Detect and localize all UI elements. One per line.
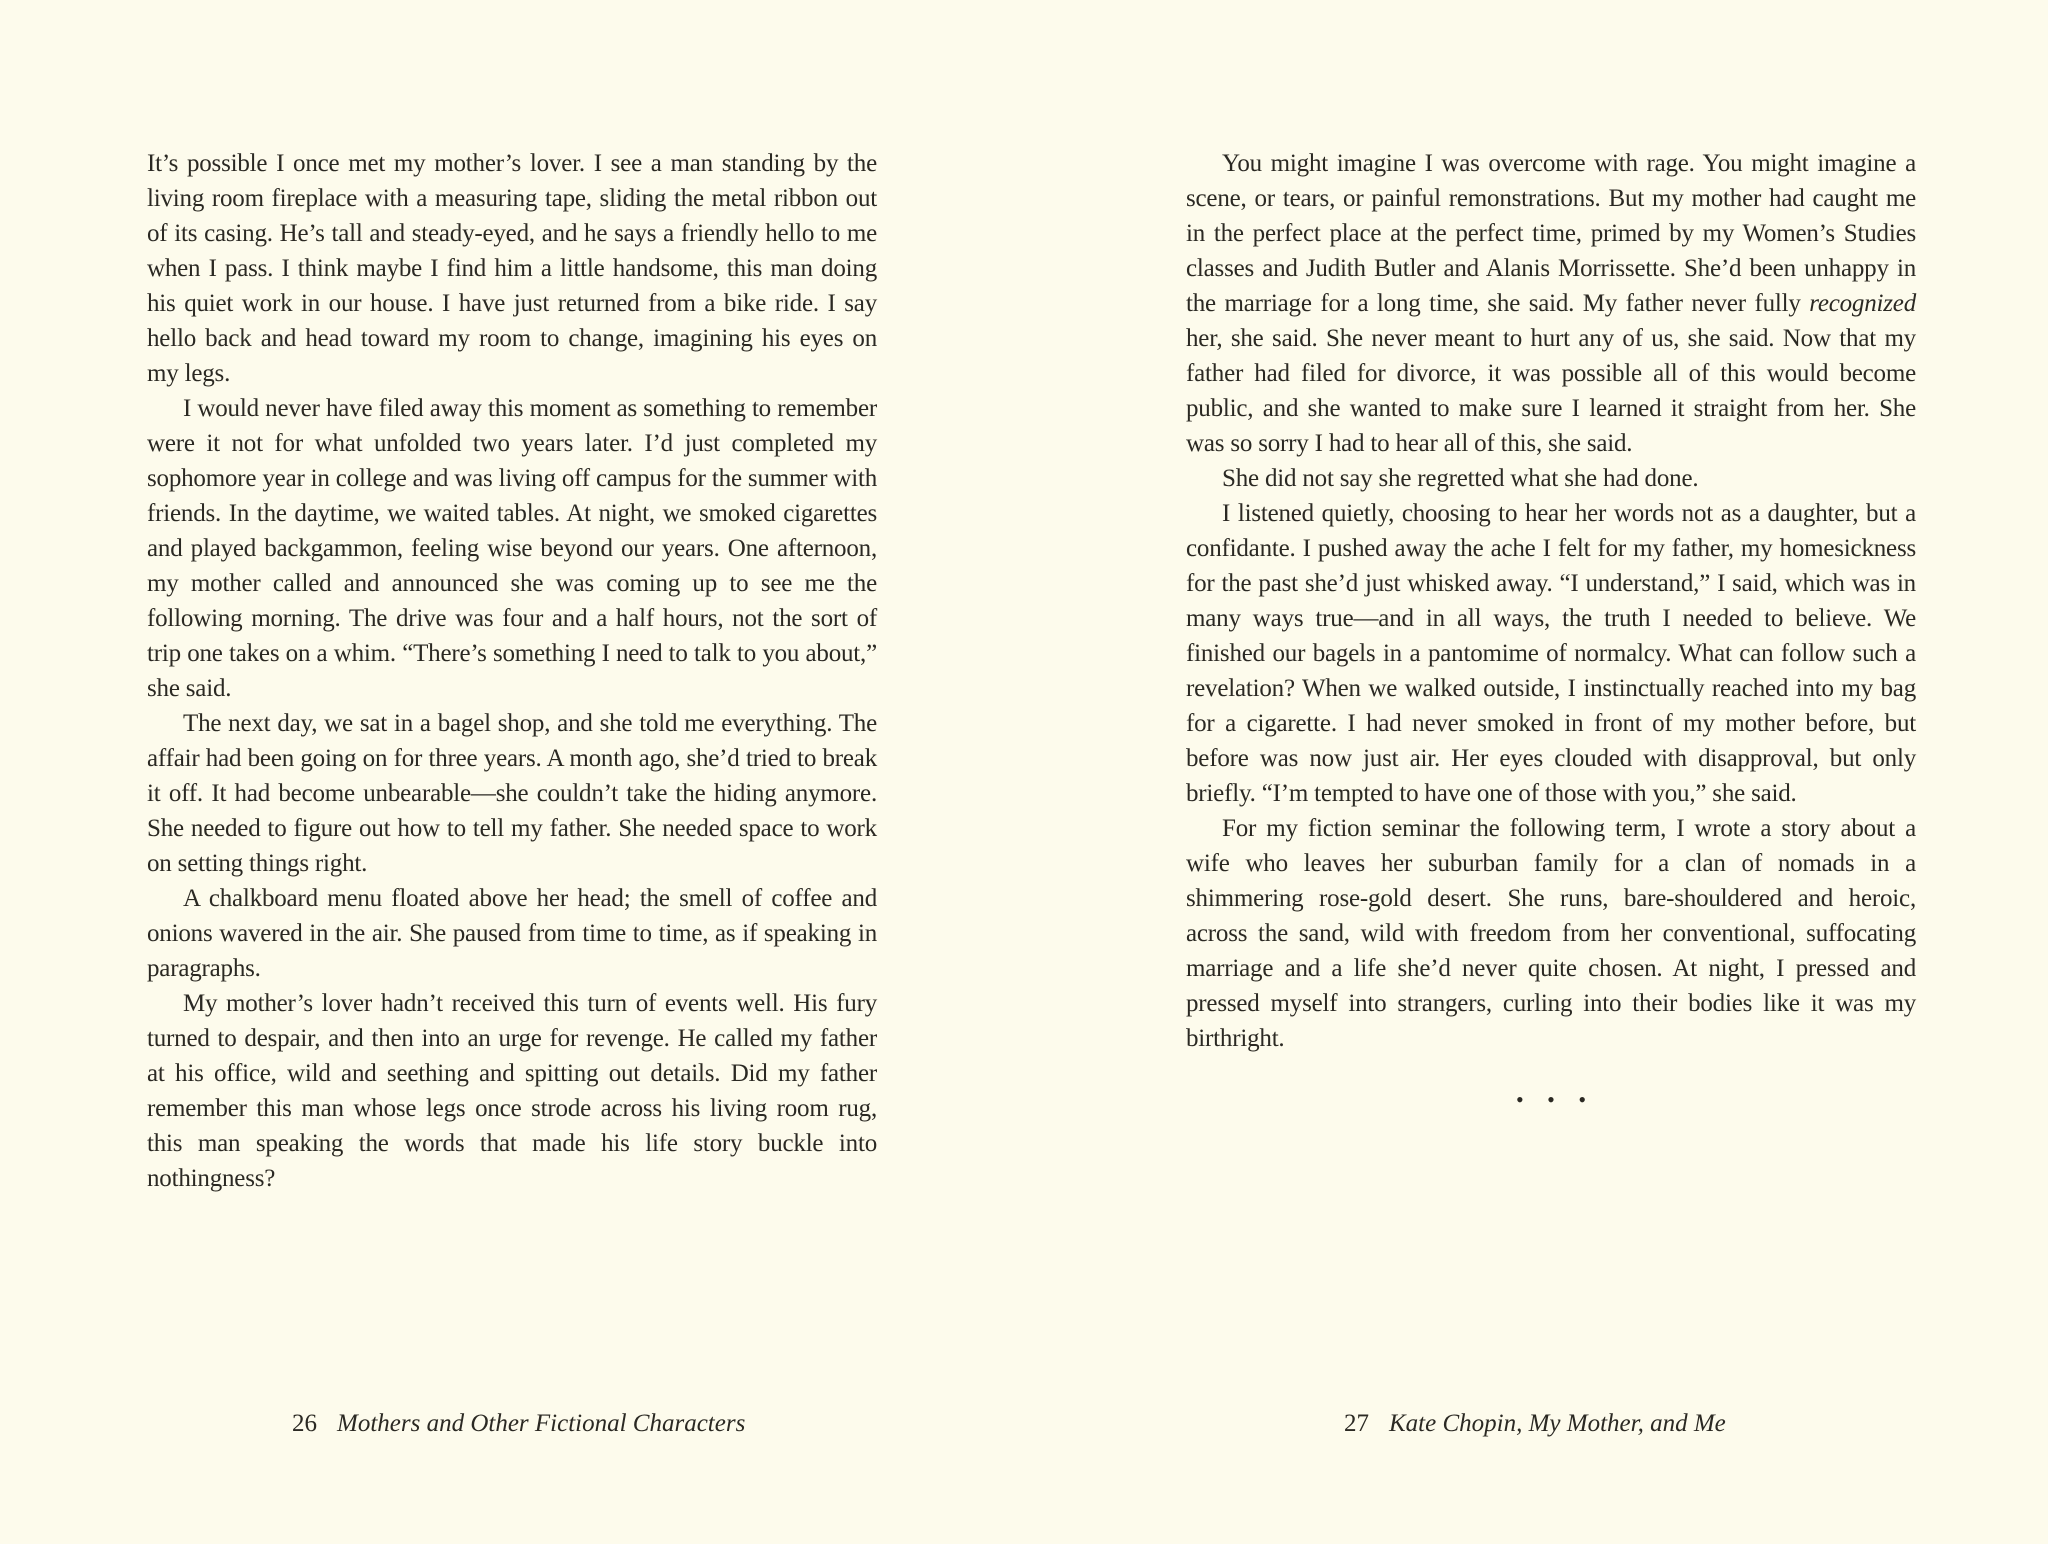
body-paragraph: I would never have filed away this moment as something to remember were it not for what unfolded two years later. I’d just completed my sophomore year in college and was living off campus for the summer with friends. In the daytime, we waited tables. At night, we smoked cigarettes and played backgammon, feeling wise beyond our years. One afternoon, my mother called and announced she was coming up to see me the following morning. The drive was four and a half hours, not the sort of trip one takes on a whim. “There’s something I need to talk to you about,” she said. <box>147 395 877 702</box>
body-paragraph: A chalkboard menu floated above her head; the smell of coffee and onions wavered in the air. She paused from time to time, as if speaking in paragraphs. <box>147 885 877 982</box>
page-right <box>1024 0 2048 1544</box>
page-number: 27 <box>1344 1410 1369 1437</box>
page-number: 26 <box>292 1410 317 1437</box>
body-paragraph: My mother’s lover hadn’t received this turn of events well. His fury turned to despair, and then into an urge for revenge. He called my father at his office, wild and seething and spitting out details. Did my father remember this man whose legs once strode across his living room rug, this man speaking the words that made his life story buckle into nothingness? <box>147 990 877 1192</box>
left-page-footer <box>292 1408 745 1440</box>
body-paragraph: She did not say she regretted what she had done. <box>1222 465 1699 492</box>
body-paragraph: I listened quietly, choosing to hear her words not as a daughter, but a confidante. I pushed away the ache I felt for my father, my homesickness for the past she’d just whisked away. “I understand,” I said, which was in many ways true—and in all ways, the truth I needed to believe. We finished our bagels in a pantomime of normalcy. What can follow such a revelation? When we walked outside, I instinctually reached into my bag for a cigarette. I had never smoked in front of my mother before, but before was now just air. Her eyes clouded with disapproval, but only briefly. “I’m tempted to have one of those with you,” she said. <box>1186 500 1916 807</box>
body-paragraph: It’s possible I once met my mother’s lover. I see a man standing by the living room fireplace with a measuring tape, sliding the metal ribbon out of its casing. He’s tall and steady-eyed, and he says a friendly hello to me when I pass. I think maybe I find him a little handsome, this man doing his quiet work in our house. I have just returned from a bike ride. I say hello back and head toward my room to change, imagining his eyes on my legs. <box>147 150 877 387</box>
paragraph-text: her, she said. She never meant to hurt any of us, she said. Now that my father had filed for divorce, it was possible all of this would become public, and she wanted to make sure I learned it straight from her. She was so sorry I had to hear all of this, she said. <box>1186 325 1916 457</box>
left-text-column <box>147 146 877 1196</box>
right-page-footer <box>1344 1408 1726 1440</box>
right-text-column <box>1186 146 1916 1117</box>
body-paragraph: For my fiction seminar the following term, I wrote a story about a wife who leaves her suburban family for a clan of nomads in a shimmering rose-gold desert. She runs, bare-shouldered and heroic, across the sand, wild with freedom from her conventional, suffocating marriage and a life she’d never quite chosen. At night, I pressed and pressed myself into strangers, curling into their bodies like it was my birthright. <box>1186 815 1916 1052</box>
section-break-ornament: • • • <box>1515 1087 1596 1112</box>
body-paragraph <box>1186 146 1916 461</box>
body-paragraph: The next day, we sat in a bagel shop, and she told me everything. The affair had been going on for three years. A month ago, she’d tried to break it off. It had become unbearable—she couldn’t take the hiding anymore. She needed to figure out how to tell my father. She needed space to work on setting things right. <box>147 710 877 877</box>
running-footer-chapter-title: Kate Chopin, My Mother, and Me <box>1389 1410 1726 1437</box>
paragraph-text: You might imagine I was overcome with rage. You might imagine a scene, or tears, or painful remonstrations. But my mother had caught me in the perfect place at the perfect time, primed by my Women’s Studies classes and Judith Butler and Alanis Morrissette. She’d been unhappy in the marriage for a long time, she said. My father never fully <box>1186 150 1916 317</box>
running-footer-book-title: Mothers and Other Fictional Characters <box>337 1410 746 1437</box>
emphasized-word: recognized <box>1809 290 1916 317</box>
